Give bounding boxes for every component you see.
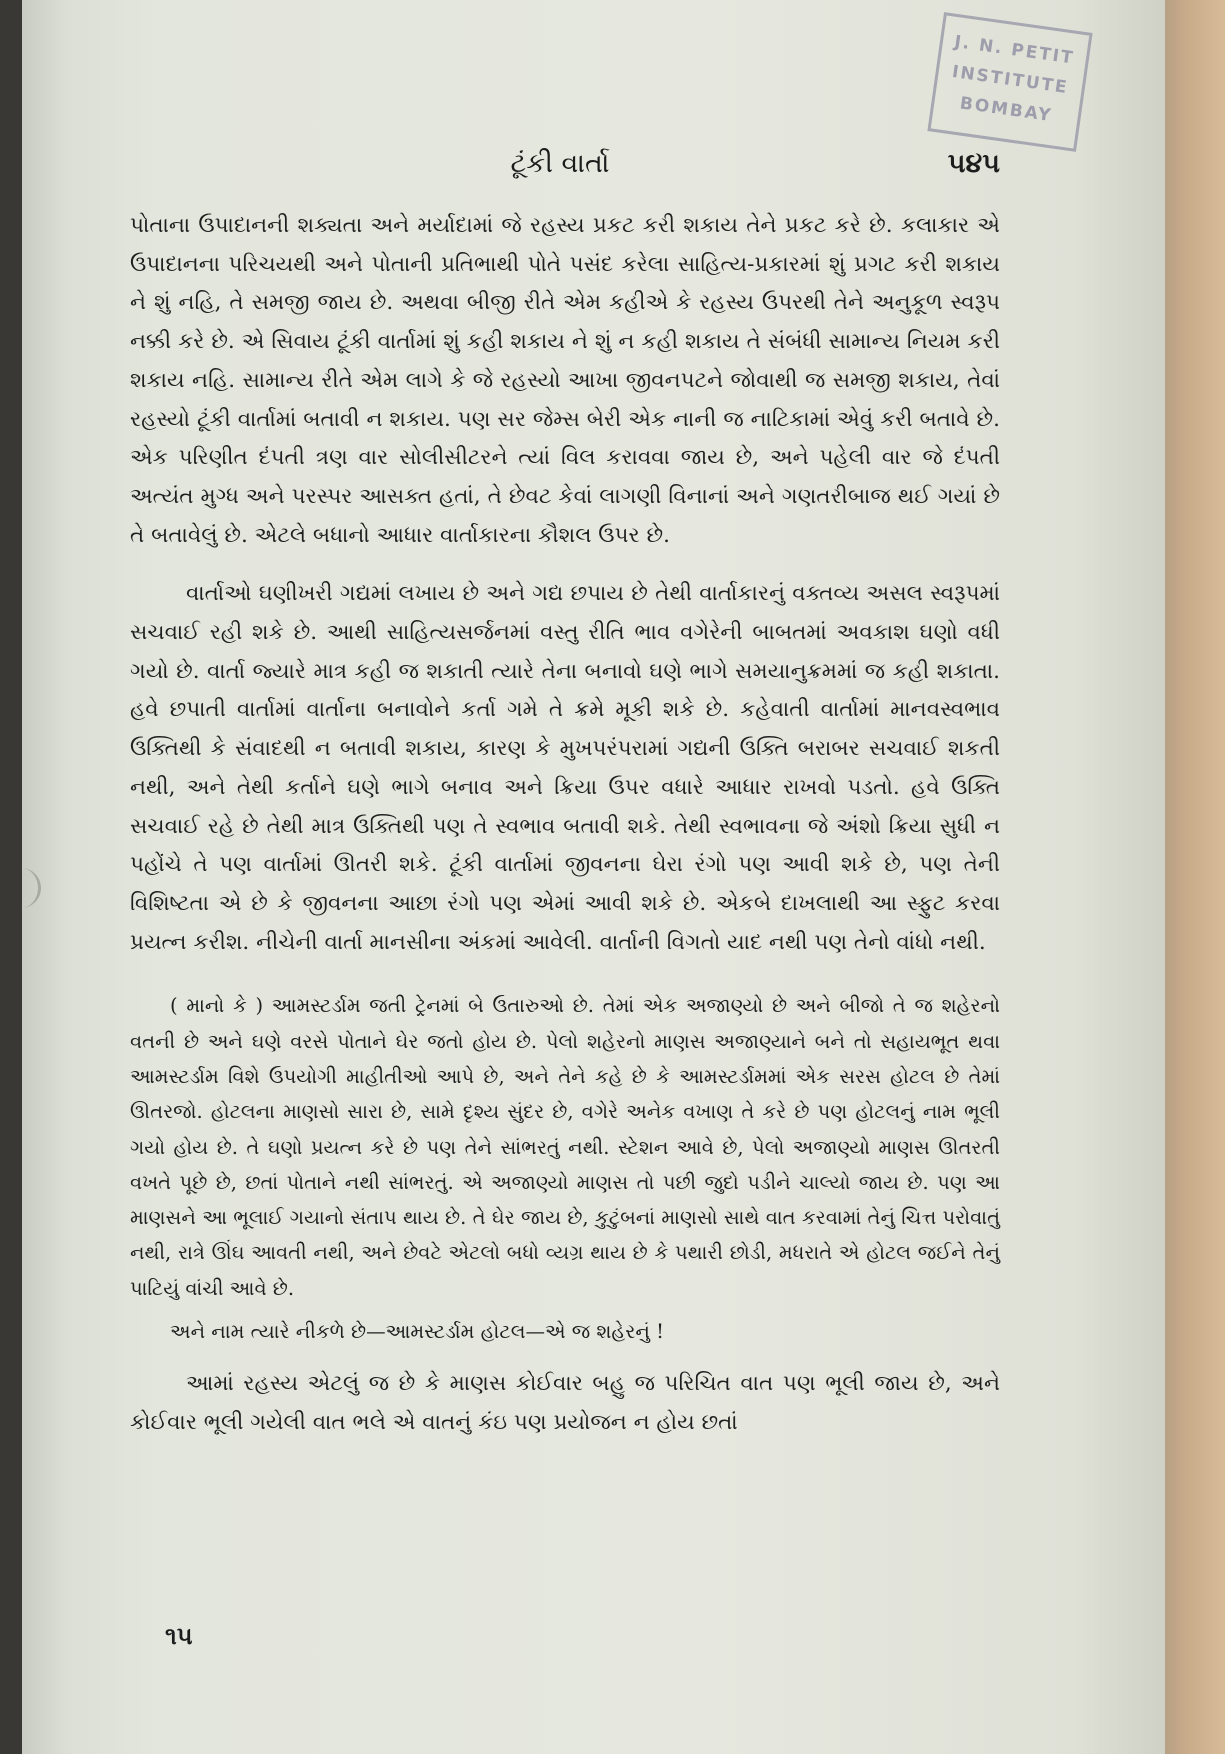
stamp-line: J. N. PETIT [953,31,1076,69]
running-header [120,148,1000,188]
page-number: ૫૪૫ [947,148,1000,179]
signature-mark: ૧૫ [165,1621,193,1650]
page-body [130,207,1000,1443]
page-edge [1165,0,1225,1754]
stamp-line: INSTITUTE [950,61,1070,99]
paragraph: પોતાના ઉપાદાનની શક્યતા અને મર્યાદામાં જે રહસ્ય પ્રકટ કરી શકાય તેને પ્રકટ કરે છે. કલાકાર એ ઉપાદાનના પરિચયથી અને પોતાની પ્રતિભાથી પોતે પસંદ કરેલા સાહિત્ય-પ્રકારમાં શું પ્રગટ કરી શકાય ને શું નહિ, તે સમજી જાય છે. અથવા બીજી રીતે એમ કહીએ કે રહસ્ય ઉપરથી તેને અનુકૂળ સ્વરૂપ નક્કી કરે છે. એ સિવાય ટૂંકી વાર્તામાં શું કહી શકાય ને શું ન કહી શકાય તે સંબંધી સામાન્ય નિયમ કરી શકાય નહિ. સામાન્ય રીતે એમ લાગે કે જે રહસ્યો આખા જીવનપટને જોવાથી જ સમજી શકાય, તેવાં રહસ્યો ટૂંકી વાર્તામાં બતાવી ન શકાય. પણ સર જેમ્સ બેરી એક નાની જ નાટિકામાં એવું કરી બતાવે છે. એક પરિણીત દંપતી ત્રણ વાર સોલીસીટરને ત્યાં વિલ કરાવવા જાય છે, અને પહેલી વાર જે દંપતી અત્યંત મુગ્ધ અને પરસ્પર આસક્ત હતાં, તે છેવટ કેવાં લાગણી વિનાનાં અને ગણતરીબાજ થઈ ગયાં છે તે બતાવેલું છે. એટલે બધાનો આધાર વાર્તાકારના કૌશલ ઉપર છે. [130,213,1000,548]
paragraph: ( માનો કે ) આમસ્ટર્ડામ જતી ટ્રેનમાં બે ઉતારુઓ છે. તેમાં એક અજાણ્યો છે અને બીજો તે જ શહેરનો વતની છે અને ઘણે વરસે પોતાને ઘેર જતો હોય છે. પેલો શહેરનો માણસ અજાણ્યાને બને તો સહાયભૂત થવા આમસ્ટર્ડામ વિશે ઉપયોગી માહીતીઓ આપે છે, અને તેને કહે છે કે આમસ્ટર્ડામમાં એક સરસ હોટલ છે તેમાં ઊતરજો. હોટલના માણસો સારા છે, સામે દૃશ્ય સુંદર છે, વગેરે અનેક વખાણ તે કરે છે પણ હોટલનું નામ ભૂલી ગયો હોય છે. તે ઘણો પ્રયત્ન કરે છે પણ તેને સાંભરતું નથી. સ્ટેશન આવે છે, પેલો અજાણ્યો માણસ ઊતરતી વખતે પૂછે છે, છતાં પોતાને નથી સાંભરતું. એ અજાણ્યો માણસ તો પછી જુદો પડીને ચાલ્યો જાય છે. પણ આ માણસને આ ભૂલાઈ ગયાનો સંતાપ થાય છે. તે ઘેર જાય છે, કુટુંબનાં માણસો સાથે વાત કરવામાં તેનું ચિત્ત પરોવાતું નથી, રાત્રે ઊંઘ આવતી નથી, અને છેવટે એટલો બધો વ્યગ્ર થાય છે કે પથારી છોડી, મધરાતે એ હોટલ જઈને તેનું પાટિયું વાંચી આવે છે. [130,994,1000,1300]
binding-mark [0,868,41,908]
paragraph: આમાં રહસ્ય એટલું જ છે કે માણસ કોઈવાર બહુ જ પરિચિત વાત પણ ભૂલી જાય છે, અને કોઈવાર ભૂલી ગયેલી વાત ભલે એ વાતનું કંઇ પણ પ્રયોજન ન હોય છતાં [130,1371,1000,1436]
stamp-line: BOMBAY [958,93,1054,127]
paragraph: વાર્તાઓ ઘણીખરી ગદ્યમાં લખાય છે અને ગદ્ય છપાય છે તેથી વાર્તાકારનું વક્તવ્ય અસલ સ્વરૂપમાં સચવાઈ રહી શકે છે. આથી સાહિત્યસર્જનમાં વસ્તુ રીતિ ભાવ વગેરેની બાબતમાં અવકાશ ઘણો વધી ગયો છે. વાર્તા જ્યારે માત્ર કહી જ શકાતી ત્યારે તેના બનાવો ઘણે ભાગે સમયાનુક્રમમાં જ કહી શકાતા. હવે છપાતી વાર્તામાં વાર્તાના બનાવોને કર્તા ગમે તે ક્રમે મૂકી શકે છે. કહેવાતી વાર્તામાં માનવસ્વભાવ ઉક્તિથી કે સંવાદથી ન બતાવી શકાય, કારણ કે મુખપરંપરામાં ગદ્યની ઉક્તિ બરાબર સચવાઈ શકતી નથી, અને તેથી કર્તાને ઘણે ભાગે બનાવ અને ક્રિયા ઉપર વધારે આધાર રાખવો પડતો. હવે ઉક્તિ સચવાઈ રહે છે તેથી માત્ર ઉક્તિથી પણ તે સ્વભાવ બતાવી શકે. તેથી સ્વભાવના જે અંશો ક્રિયા સુધી ન પહોંચે તે પણ વાર્તામાં ઊતરી શકે. ટૂંકી વાર્તામાં જીવનના ઘેરા રંગો પણ આવી શકે છે, પણ તેની વિશિષ્ટતા એ છે કે જીવનના આછા રંગો પણ એમાં આવી શકે છે. એકબે દાખલાથી આ સ્ફુટ કરવા પ્રયત્ન કરીશ. નીચેની વાર્તા માનસીના અંકમાં આવેલી. વાર્તાની વિગતો યાદ નથી પણ તેનો વાંધો નથી. [130,581,1000,955]
library-stamp [927,12,1092,152]
running-title: ટૂંકી વાર્તા [510,148,610,179]
paragraph: અને નામ ત્યારે નીકળે છે—આમસ્ટર્ડામ હોટલ—એ જ શહેરનું ! [170,1320,664,1344]
